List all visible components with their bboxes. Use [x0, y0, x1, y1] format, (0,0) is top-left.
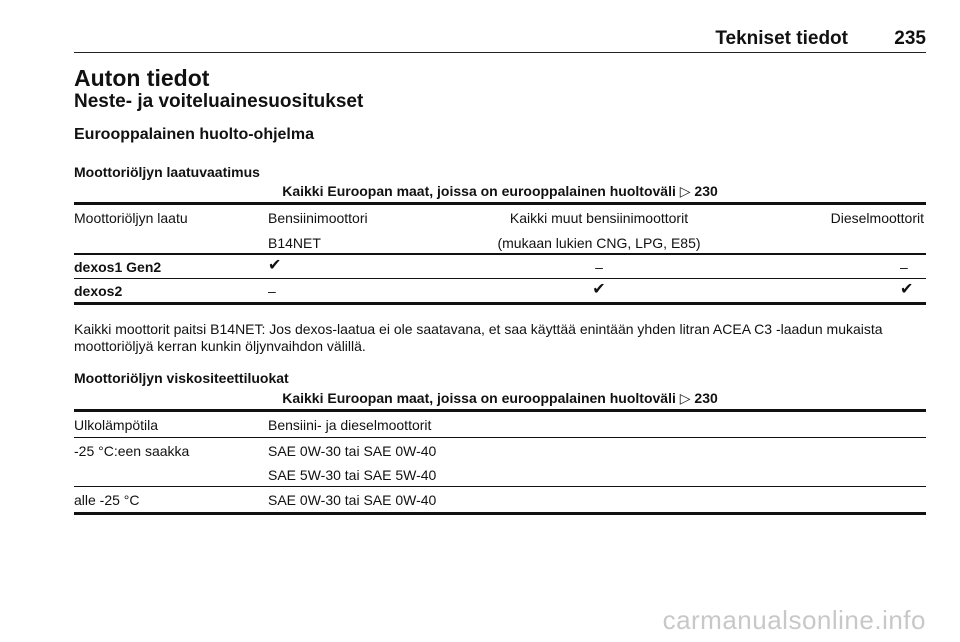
- viscosity-cell: SAE 0W-30 tai SAE 0W-40: [268, 492, 437, 508]
- column-sub-petrol: B14NET: [268, 235, 321, 251]
- column-header-engines: Bensiini- ja dieselmoottorit: [268, 417, 432, 433]
- table-row: [74, 255, 926, 278]
- table-header-row: [74, 205, 926, 253]
- note-paragraph: Kaikki moottorit paitsi B14NET: Jos dexos-laatua ei ole saatavana, et saa käyttää enintään yhden litran ACEA C3 -laadun mukaista moottoriöljyä kerran kunkin öljynvaihdon välillä.: [74, 321, 883, 354]
- triangle-right-icon: ▷: [679, 390, 691, 406]
- viscosity-table: [74, 389, 926, 515]
- oil-quality-heading: Moottoriöljyn laatuvaatimus: [74, 164, 260, 180]
- oil-quality-table: [74, 182, 926, 305]
- column-header-quality: Moottoriöljyn laatu: [74, 210, 188, 226]
- row-label: dexos2: [74, 283, 123, 299]
- dash-cell: –: [900, 259, 908, 275]
- section-heading: Neste- ja voiteluainesuositukset: [74, 91, 364, 112]
- table-rule: [74, 512, 926, 515]
- column-header-diesel: Dieselmoottorit: [830, 210, 924, 226]
- table-header-row: [74, 412, 926, 437]
- table-caption: Kaikki Euroopan maat, joissa on eurooppalainen huoltoväli ▷ 230: [282, 390, 718, 406]
- viscosity-cell: SAE 0W-30 tai SAE 0W-40: [268, 443, 437, 459]
- page-number: 235: [894, 28, 926, 49]
- viscosity-cell: SAE 5W-30 tai SAE 5W-40: [268, 467, 437, 483]
- triangle-right-icon: ▷: [679, 183, 691, 199]
- table-row: [74, 487, 926, 512]
- column-header-other-petrol: Kaikki muut bensiinimoottorit: [509, 210, 689, 226]
- temperature-cell: -25 °C:een saakka: [74, 443, 190, 459]
- table-caption: Kaikki Euroopan maat, joissa on eurooppalainen huoltoväli ▷ 230: [282, 183, 718, 199]
- dash-cell: –: [268, 283, 276, 299]
- check-icon: ✔: [900, 281, 914, 298]
- chapter-heading: Auton tiedot: [74, 65, 210, 91]
- table-rule: [74, 302, 926, 305]
- watermark: carmanualsonline.info: [662, 605, 926, 635]
- check-icon: ✔: [268, 257, 282, 274]
- column-header-petrol: Bensiinimoottori: [268, 210, 368, 226]
- table-row: [74, 279, 926, 302]
- page-header: [74, 24, 926, 53]
- temperature-cell: alle -25 °C: [74, 492, 140, 508]
- viscosity-heading: Moottoriöljyn viskositeettiluokat: [74, 370, 289, 386]
- subsection-heading: Eurooppalainen huolto-ohjelma: [74, 126, 314, 143]
- row-label: dexos1 Gen2: [74, 259, 162, 275]
- dash-cell: –: [595, 259, 603, 275]
- section-title: Tekniset tiedot: [715, 28, 848, 49]
- check-icon: ✔: [592, 281, 606, 298]
- column-header-temperature: Ulkolämpötila: [74, 417, 159, 433]
- column-sub-other-petrol: (mukaan lukien CNG, LPG, E85): [497, 235, 701, 251]
- table-row: [74, 438, 926, 486]
